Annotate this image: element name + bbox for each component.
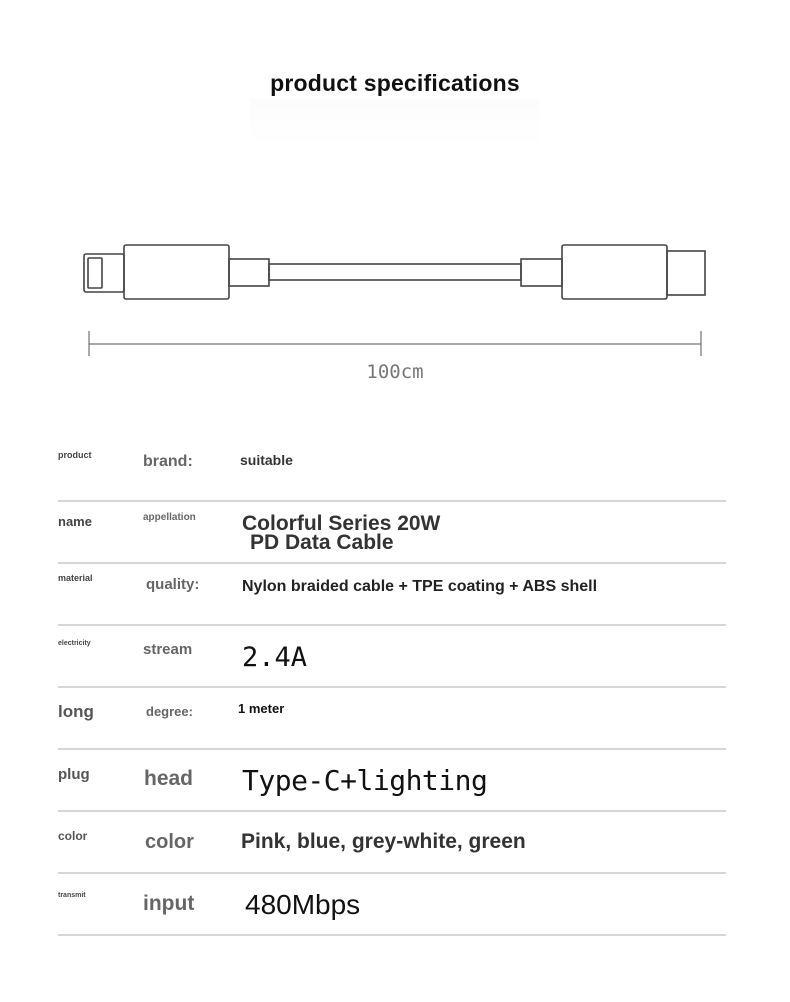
typec-strain-relief bbox=[521, 259, 562, 286]
lightning-plug-tip bbox=[84, 254, 124, 292]
spec-label-long: long bbox=[58, 702, 94, 721]
spec-value-name-line2: PD Data Cable bbox=[250, 531, 394, 554]
spec-value-transmit: 480Mbps bbox=[245, 889, 361, 920]
cable-wire bbox=[269, 264, 521, 280]
spec-row-color bbox=[0, 812, 790, 874]
spec-label-color-b: color bbox=[145, 831, 194, 853]
spec-value-plug: Type-C+lighting bbox=[242, 764, 488, 797]
spec-label-name: name bbox=[58, 514, 92, 529]
spec-value-current: 2.4A bbox=[242, 642, 308, 673]
spec-value-material: Nylon braided cable + TPE coating + ABS shell bbox=[242, 578, 598, 595]
page-title: product specifications bbox=[270, 70, 520, 96]
spec-row-name bbox=[0, 502, 790, 564]
spec-row-brand bbox=[0, 440, 790, 502]
length-label: 100cm bbox=[366, 361, 424, 383]
spec-label-stream: stream bbox=[143, 641, 193, 658]
spec-label-transmit: transmit bbox=[58, 892, 86, 899]
spec-row-plug bbox=[0, 750, 790, 812]
spec-label-appellation: appellation bbox=[143, 512, 196, 523]
spec-value-color: Pink, blue, grey-white, green bbox=[241, 830, 526, 853]
spec-label-color-a: color bbox=[58, 829, 88, 843]
cable-diagram bbox=[0, 230, 790, 360]
lightning-connector-body bbox=[124, 245, 229, 299]
typec-connector-body bbox=[562, 245, 667, 299]
spec-label-electricity: electricity bbox=[58, 640, 91, 647]
typec-plug-tip bbox=[667, 251, 705, 295]
lightning-plug-tip-inner bbox=[88, 258, 102, 288]
spec-row-current bbox=[0, 626, 790, 688]
spec-label-input: input bbox=[143, 892, 195, 915]
lightning-strain-relief bbox=[229, 259, 269, 286]
spec-value-brand: suitable bbox=[240, 452, 293, 468]
spec-label-product: product bbox=[58, 450, 92, 460]
spec-row-length bbox=[0, 688, 790, 750]
spec-row-transmit bbox=[0, 874, 790, 936]
spec-value-name-line1: Colorful Series 20W bbox=[242, 512, 441, 535]
spec-label-quality: quality: bbox=[146, 576, 200, 593]
spec-value-length: 1 meter bbox=[238, 701, 285, 716]
spec-label-brand: brand: bbox=[143, 453, 193, 470]
title-shadow bbox=[250, 98, 540, 148]
row-divider bbox=[58, 934, 726, 936]
spec-row-material bbox=[0, 564, 790, 626]
spec-label-head: head bbox=[144, 767, 194, 790]
spec-label-plug: plug bbox=[58, 766, 90, 783]
spec-label-degree: degree: bbox=[146, 704, 193, 719]
spec-label-material: material bbox=[58, 573, 93, 583]
